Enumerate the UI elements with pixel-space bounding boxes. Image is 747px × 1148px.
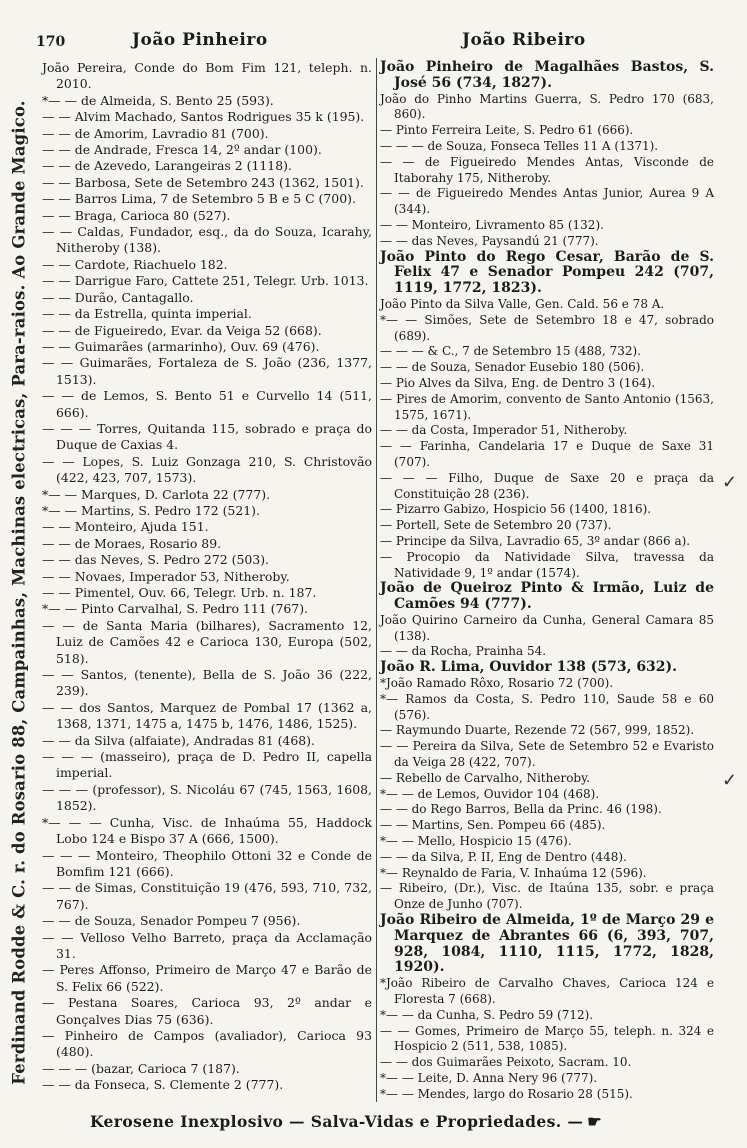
directory-entry: — Pinheiro de Campos (avaliador), Carioca 93 (480). — [42, 1027, 372, 1060]
directory-entry: — Pizarro Gabizo, Hospicio 56 (1400, 1816). — [380, 502, 652, 517]
directory-heading-entry: João R. Lima, Ouvidor 138 (573, 632). — [380, 659, 678, 676]
directory-entry: *— — Marques, D. Carlota 22 (777). — [42, 486, 271, 502]
directory-entry: — — dos Santos, Marquez de Pombal 17 (1362 a, 1368, 1371, 1475 a, 1475 b, 1476, 1486, 1525). — [42, 699, 372, 732]
directory-entry: — — de Lemos, S. Bento 51 e Curvello 14 (511, 666). — [42, 388, 372, 420]
pointing-hand-icon: ☛ — [587, 1112, 602, 1131]
directory-entry: — — Martins, Sen. Pompeu 66 (485). — [380, 818, 606, 833]
directory-entry: *— — Simões, Sete de Setembro 18 e 47, sobrado (689). — [380, 312, 714, 343]
directory-entry: *— Reynaldo de Faria, V. Inhaúma 12 (596). — [380, 865, 647, 880]
directory-entry: — — de Figueiredo Mendes Antas, Visconde de Itaborahy 175, Nitheroby. — [380, 154, 714, 185]
directory-entry: — — Alvim Machado, Santos Rodrigues 35 k (195). — [42, 109, 365, 125]
directory-entry: — — Monteiro, Livramento 85 (132). — [380, 217, 604, 232]
directory-entry: — — Farinha, Candelaria 17 e Duque de Saxe 31 (707). — [380, 439, 714, 469]
directory-entry: João Pereira, Conde do Bom Fim 121, teleph. n. 2010. — [42, 60, 372, 92]
directory-entry: *— — Mendes, largo do Rosario 28 (515). — [380, 1086, 633, 1101]
directory-entry: — Principe da Silva, Lavradio 65, 3º andar (866 a). — [380, 533, 691, 548]
directory-entry: — Pio Alves da Silva, Eng. de Dentro 3 (164). — [380, 375, 656, 390]
directory-entry: — — de Souza, Senador Eusebio 180 (506). — [380, 360, 645, 375]
directory-entry: — — da Silva, P. II, Eng de Dentro (448). — [380, 849, 627, 864]
directory-entry: — — dos Guimarães Peixoto, Sacram. 10. — [380, 1055, 632, 1070]
side-advertisement — [4, 52, 34, 1132]
directory-entry: — — Gomes, Primeiro de Março 55, teleph. n. 324 e Hospicio 2 (511, 538, 1085). — [380, 1023, 714, 1054]
column-divider — [376, 58, 377, 1102]
directory-entry: — — Pimentel, Ouv. 66, Telegr. Urb. n. 187. — [42, 585, 317, 600]
page-number: 170 — [36, 34, 66, 50]
directory-entry: — — — Filho, Duque de Saxe 20 e praça da Constituição 28 (236). — [380, 470, 714, 501]
directory-entry: — — Lopes, S. Luiz Gonzaga 210, S. Christovão (422, 423, 707, 1573). — [42, 453, 372, 486]
directory-entry: — — Cardote, Riachuelo 182. — [42, 256, 228, 272]
directory-entry: — — Monteiro, Ajuda 151. — [42, 519, 209, 535]
directory-heading-entry: João de Queiroz Pinto & Irmão, Luiz de Camões 94 (777). — [380, 580, 714, 613]
directory-entry: — Peres Affonso, Primeiro de Março 47 e Barão de S. Felix 66 (522). — [42, 962, 372, 994]
directory-entry: *— — — Cunha, Visc. de Inhaúma 55, Haddock Lobo 124 e Bispo 37 A (666, 1500). — [42, 814, 372, 847]
directory-entry: — — de Souza, Senador Pompeu 7 (956). — [42, 913, 301, 929]
left-column — [42, 60, 372, 1094]
directory-entry: — — da Fonseca, S. Clemente 2 (777). — [42, 1077, 284, 1093]
directory-heading-entry: João Pinto do Rego Cesar, Barão de S. Felix 47 e Senador Pompeu 242 (707, 1119, 1772, 1823). — [380, 248, 714, 297]
directory-entry: — — — (bazar, Carioca 7 (187). — [42, 1060, 240, 1076]
running-head-right: João Ribeiro — [462, 30, 586, 50]
directory-entry: — — de Amorim, Lavradio 81 (700). — [42, 125, 269, 141]
directory-entry: — Pires de Amorim, convento de Santo Antonio (1563, 1575, 1671). — [380, 391, 714, 422]
directory-entry: — — Pereira da Silva, Sete de Setembro 52 e Evaristo da Veiga 28 (422, 707). — [380, 739, 714, 770]
directory-entry: *— — Pinto Carvalhal, S. Pedro 111 (767). — [42, 601, 308, 617]
directory-entry: — — de Figueiredo, Evar. da Veiga 52 (668). — [42, 322, 322, 338]
directory-entry: — — de Andrade, Fresca 14, 2º andar (100). — [42, 142, 322, 158]
directory-entry: *— — da Cunha, S. Pedro 59 (712). — [380, 1007, 594, 1022]
directory-entry: — Raymundo Duarte, Rezende 72 (567, 999, 1852). — [380, 723, 695, 738]
directory-entry: — — da Rocha, Prainha 54. — [380, 644, 547, 659]
running-head-left: João Pinheiro — [132, 30, 268, 50]
directory-entry: — — — de Souza, Fonseca Telles 11 A (1371). — [380, 138, 659, 153]
directory-entry: — — da Costa, Imperador 51, Nitheroby. — [380, 423, 628, 438]
directory-entry: — — Barbosa, Sete de Setembro 243 (1362, 1501). — [42, 174, 364, 190]
directory-entry: — — de Moraes, Rosario 89. — [42, 535, 222, 551]
directory-entry: *— — Martins, S. Pedro 172 (521). — [42, 502, 260, 518]
directory-entry: — — — Torres, Quitanda 115, sobrado e praça do Duque de Caxias 4. — [42, 420, 372, 453]
directory-entry: — — das Neves, Paysandú 21 (777). — [380, 233, 599, 248]
directory-entry: — — Guimarães, Fortaleza de S. João (236, 1377, 1513). — [42, 355, 372, 387]
directory-entry: — Procopio da Natividade Silva, travessa da Natividade 9, 1º andar (1574). — [380, 549, 714, 580]
directory-entry: *— — Leite, D. Anna Nery 96 (777). — [380, 1071, 598, 1085]
directory-entry: — — Braga, Carioca 80 (527). — [42, 207, 231, 223]
directory-entry: João Quirino Carneiro da Cunha, General Camara 85 (138). — [380, 612, 714, 643]
directory-entry: — Portell, Sete de Setembro 20 (737). — [380, 518, 612, 533]
directory-entry: *João Ramado Rôxo, Rosario 72 (700). — [380, 676, 614, 691]
directory-entry: — — Caldas, Fundador, esq., da do Souza, Icarahy, Nitheroby (138). — [42, 224, 372, 256]
directory-entry: — — de Azevedo, Larangeiras 2 (1118). — [42, 158, 292, 174]
directory-entry: — — Darrigue Faro, Cattete 251, Telegr. Urb. 1013. — [42, 273, 369, 289]
directory-entry: — — Guimarães (armarinho), Ouv. 69 (476). — [42, 338, 320, 354]
directory-entry: — — Santos, (tenente), Bella de S. João 36 (222, 239). — [42, 667, 372, 699]
directory-entry: — Pestana Soares, Carioca 93, 2º andar e Gonçalves Dias 75 (636). — [42, 995, 372, 1027]
directory-entry: — — Novaes, Imperador 53, Nitheroby. — [42, 568, 290, 584]
directory-entry: — Ribeiro, (Dr.), Visc. de Itaúna 135, sobr. e praça Onze de Junho (707). — [380, 881, 714, 912]
directory-entry: — — — & C., 7 de Setembro 15 (488, 732). — [380, 344, 641, 359]
directory-entry: — — da Estrella, quinta imperial. — [42, 306, 252, 322]
footer-advertisement — [90, 1112, 602, 1131]
directory-entry: — — de Simas, Constituição 19 (476, 593, 710, 732, 767). — [42, 880, 372, 912]
directory-entry: — Pinto Ferreira Leite, S. Pedro 61 (666). — [380, 123, 634, 138]
directory-entry: *João Ribeiro de Carvalho Chaves, Carioca 124 e Floresta 7 (668). — [380, 976, 714, 1007]
directory-entry: *— — de Lemos, Ouvidor 104 (468). — [380, 786, 600, 801]
directory-entry: — — Velloso Velho Barreto, praça da Acclamação 31. — [42, 929, 372, 961]
directory-entry: João Pinto da Silva Valle, Gen. Cald. 56 e 78 A. — [380, 296, 665, 311]
right-column — [380, 60, 714, 1103]
directory-entry: — — — (professor), S. Nicoláu 67 (745, 1563, 1608, 1852). — [42, 781, 372, 814]
directory-entry: — — da Silva (alfaiate), Andradas 81 (468). — [42, 732, 315, 748]
directory-entry: — — do Rego Barros, Bella da Princ. 46 (198). — [380, 802, 662, 817]
directory-entry: — — Barros Lima, 7 de Setembro 5 B e 5 C (700). — [42, 191, 356, 207]
directory-entry: *— — Mello, Hospicio 15 (476). — [380, 834, 572, 849]
directory-entry: — — das Neves, S. Pedro 272 (503). — [42, 552, 270, 568]
directory-entry: — — — (masseiro), praça de D. Pedro II, capella imperial. — [42, 749, 372, 781]
margin-check-mark: ✓ — [722, 770, 738, 791]
directory-entry: — — — Monteiro, Theophilo Ottoni 32 e Conde de Bomfim 121 (666). — [42, 847, 372, 879]
directory-entry: *— — de Almeida, S. Bento 25 (593). — [42, 92, 274, 108]
directory-entry: — — de Figueiredo Mendes Antas Junior, Aurea 9 A (344). — [380, 186, 714, 217]
directory-heading-entry: João Ribeiro de Almeida, 1º de Março 29 e Marquez de Abrantes 66 (6, 393, 707, 928, 1084, 1110, 1115, 1772, 1828, 1920). — [380, 912, 714, 976]
directory-entry: — — Durão, Cantagallo. — [42, 289, 194, 305]
directory-heading-entry: João Pinheiro de Magalhães Bastos, S. José 56 (734, 1827). — [380, 59, 714, 91]
directory-entry: — Rebello de Carvalho, Nitheroby. — [380, 770, 591, 785]
directory-entry: João do Pinho Martins Guerra, S. Pedro 170 (683, 860). — [380, 91, 714, 122]
margin-check-mark: ✓ — [722, 472, 738, 493]
directory-entry: — — de Santa Maria (bilhares), Sacramento 12, Luiz de Camões 42 e Carioca 130, Europa (502, 518). — [42, 617, 372, 666]
side-advertisement-text: Ferdinand Rodde & C. r. do Rosario 88, Campainhas, Machinas electricas, Para-raios. Ao Grande Magico. — [9, 99, 29, 1085]
footer-text: Kerosene Inexplosivo — Salva-Vidas e Propriedades. — — [90, 1112, 584, 1131]
directory-entry: *— Ramos da Costa, S. Pedro 110, Saude 58 e 60 (576). — [380, 691, 714, 722]
